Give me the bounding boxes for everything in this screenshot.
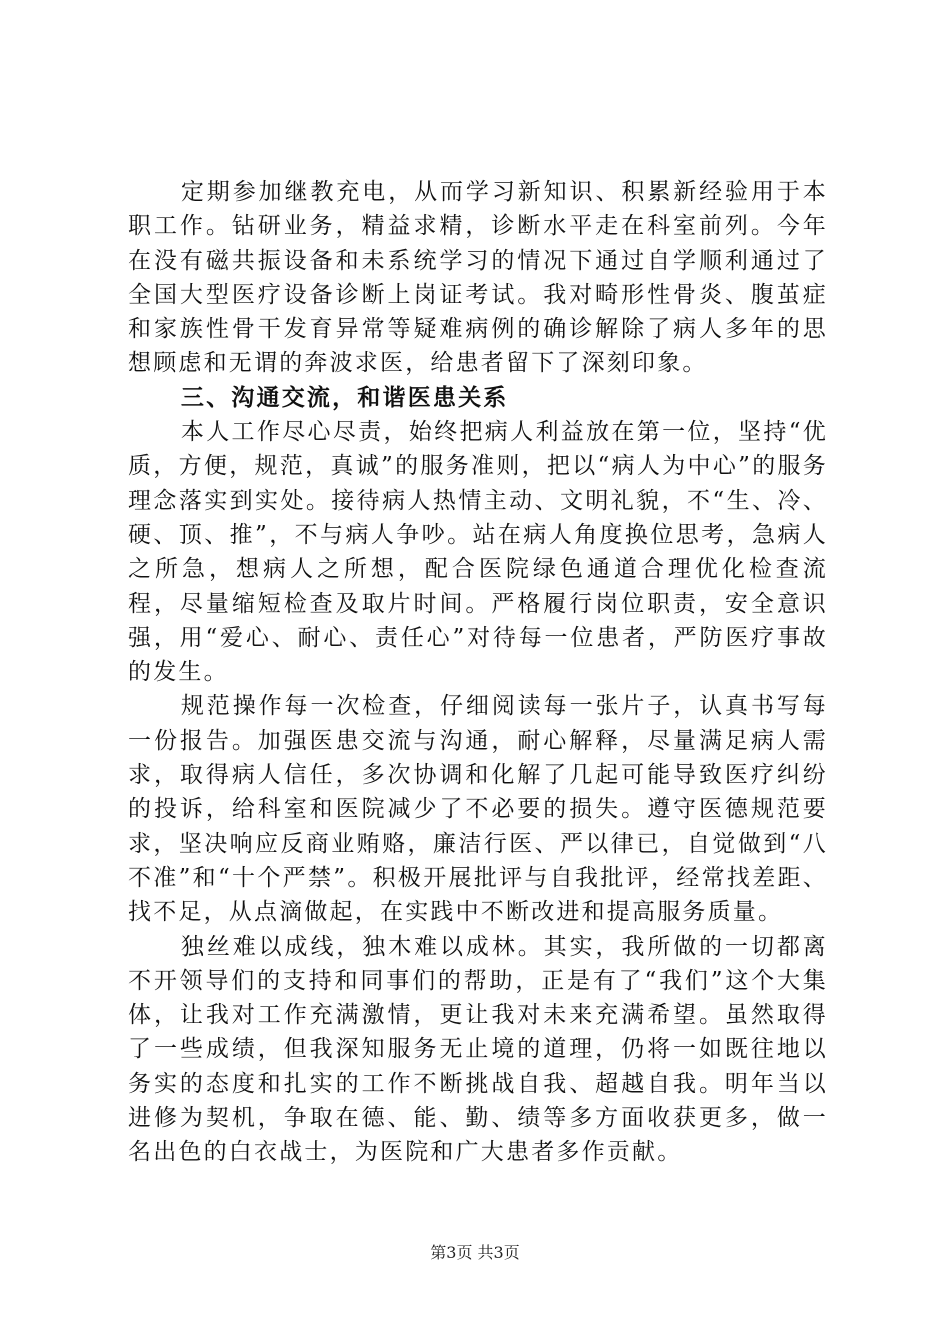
section-heading: 三、沟通交流，和谐医患关系	[180, 383, 509, 411]
paragraph-service-principles: 本人工作尽心尽责，始终把病人利益放在第一位，坚持“优质，方便，规范，真诚”的服务准则，把以“病人为中心”的服务理念落实到实处。接待病人热情主动、文明礼貌，不“生、冷、硬、顶、推”，不与病人争吵。站在病人角度换位思考，急病人之所急，想病人之所想，配合医院绿色通道合理优化检查流程，尽量缩短检查及取片时间。严格履行岗位职责，安全意识强，用“爱心、耐心、责任心”对待每一位患者，严防医疗事故的发生。	[128, 419, 828, 686]
paragraph-continuing-education: 定期参加继教充电，从而学习新知识、积累新经验用于本职工作。钻研业务，精益求精，诊断水平走在科室前列。今年在没有磁共振设备和未系统学习的情况下通过自学顺利通过了全国大型医疗设备诊断上岗证考试。我对畸形性骨炎、腹茧症和家族性骨干发育异常等疑难病例的确诊解除了病人多年的思想顾虑和无谓的奔波求医，给患者留下了深刻印象。	[128, 179, 828, 377]
page-footer: 第3页 共3页	[430, 1243, 520, 1262]
paragraph-standard-operations: 规范操作每一次检查，仔细阅读每一张片子，认真书写每一份报告。加强医患交流与沟通，耐心解释，尽量满足病人需求，取得病人信任，多次协调和化解了几起可能导致医疗纠纷的投诉，给科室和医院减少了不必要的损失。遵守医德规范要求，坚决响应反商业贿赂，廉洁行医、严以律已，自觉做到“八不准”和“十个严禁”。积极开展批评与自我批评，经常找差距、找不足，从点滴做起，在实践中不断改进和提高服务质量。	[128, 693, 828, 926]
paragraph-conclusion: 独丝难以成线，独木难以成林。其实，我所做的一切都离不开领导们的支持和同事们的帮助，正是有了“我们”这个大集体，让我对工作充满激情，更让我对未来充满希望。虽然取得了一些成绩，但我深知服务无止境的道理，仍将一如既往地以务实的态度和扎实的工作不断挑战自我、超越自我。明年当以进修为契机，争取在德、能、勤、绩等多方面收获更多，做一名出色的白衣战士，为医院和广大患者多作贡献。	[128, 933, 828, 1166]
document-body	[128, 175, 828, 1170]
